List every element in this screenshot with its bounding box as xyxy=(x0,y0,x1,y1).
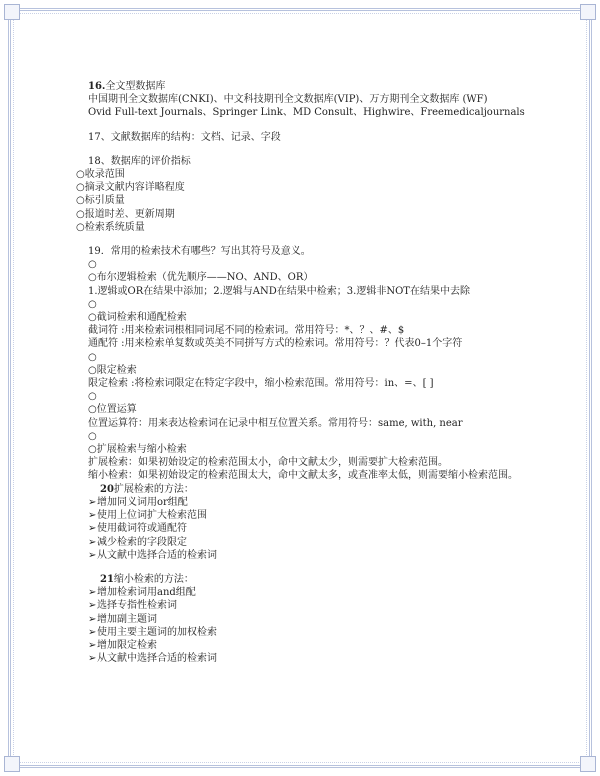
limit-search-desc: 限定检索 :将检索词限定在特定字段中，缩小检索范围。常用符号：in、=、[ ] xyxy=(88,378,434,390)
section-18 xyxy=(76,155,524,234)
section-16-heading xyxy=(88,80,524,93)
list-item: ➢使用截词符或通配符 xyxy=(88,523,187,535)
circle-marker: ○ xyxy=(88,351,97,363)
section-16-number: 16. xyxy=(88,81,106,92)
corner-ornament xyxy=(580,4,596,20)
list-item: ➢增加检索词用and组配 xyxy=(88,587,196,599)
section-17: 17、文献数据库的结构：文档、记录、字段 xyxy=(88,131,281,143)
section-21-number: 21 xyxy=(100,573,114,585)
list-item: ○摘录文献内容详略程度 xyxy=(76,182,185,194)
section-21 xyxy=(88,573,524,665)
arrow-bullet-icon: ➢ xyxy=(88,600,97,612)
section-19-question: 19．常用的检索技术有哪些？写出其符号及意义。 xyxy=(88,246,311,258)
arrow-bullet-icon: ➢ xyxy=(88,613,97,625)
arrow-bullet-icon: ➢ xyxy=(88,626,97,638)
list-item: ➢从文献中选择合适的检索词 xyxy=(88,549,217,561)
corner-ornament xyxy=(4,756,20,772)
circle-marker: ○ xyxy=(88,298,97,310)
arrow-bullet-icon: ➢ xyxy=(88,523,97,535)
section-20 xyxy=(88,483,524,562)
section-21-title: 缩小检索的方法： xyxy=(113,573,194,585)
section-20-title: 扩展检索的方法： xyxy=(113,483,194,495)
arrow-bullet-icon: ➢ xyxy=(88,549,97,561)
circle-marker: ○ xyxy=(88,391,97,403)
section-20-number: 20 xyxy=(100,483,114,495)
corner-ornament xyxy=(4,4,20,20)
document-body xyxy=(76,80,525,665)
arrow-bullet-icon: ➢ xyxy=(88,587,97,599)
arrow-bullet-icon: ➢ xyxy=(88,536,97,548)
list-item: ➢增加副主题词 xyxy=(88,613,157,625)
section-19 xyxy=(88,245,524,483)
truncation-desc: 截词符 :用来检索词根相同词尾不同的检索词。常用符号：*、？、#、$ xyxy=(88,325,405,337)
list-item: ○报道时差、更新周期 xyxy=(76,208,175,220)
arrow-bullet-icon: ➢ xyxy=(88,653,97,665)
boolean-search-title: ○布尔逻辑检索（优先顺序——NO、AND、OR） xyxy=(88,272,314,284)
narrow-search-desc: 缩小检索：如果初始设定的检索范围太大，命中文献太多，或查准率太低，则需要缩小检索范围。 xyxy=(88,470,518,482)
section-16-line: 中国期刊全文数据库(CNKI)、中文科技期刊全文数据库(VIP)、万方期刊全文数据库 (WF) xyxy=(88,94,488,106)
expand-search-desc: 扩展检索：如果初始设定的检索范围太小，命中文献太少，则需要扩大检索范围。 xyxy=(88,457,448,469)
list-item: ➢使用上位词扩大检索范围 xyxy=(88,510,207,522)
list-item: ○检索系统质量 xyxy=(76,221,145,233)
arrow-bullet-icon: ➢ xyxy=(88,639,97,651)
position-search-desc: 位置运算符：用来表达检索词在记录中相互位置关系。常用符号：same, with, near xyxy=(88,417,463,429)
list-item: ➢使用主要主题词的加权检索 xyxy=(88,626,217,638)
section-16-title: 全文型数据库 xyxy=(105,81,166,92)
list-item: ○标引质量 xyxy=(76,195,125,207)
circle-marker: ○ xyxy=(88,430,97,442)
wildcard-desc: 通配符 :用来检索单复数或英美不同拼写方式的检索词。常用符号：？代表0–1个字符 xyxy=(88,338,463,350)
list-item: ➢减少检索的字段限定 xyxy=(88,536,187,548)
section-16-line: Ovid Full-text Journals、Springer Link、MD Consult、Highwire、Freemedicaljournals xyxy=(88,107,525,119)
position-search-title: ○位置运算 xyxy=(88,404,137,416)
section-16 xyxy=(88,80,524,120)
limit-search-title: ○限定检索 xyxy=(88,364,137,376)
section-21-heading xyxy=(88,573,524,586)
section-18-title: 18、数据库的评价指标 xyxy=(88,155,191,167)
list-item: ➢增加同义词用or组配 xyxy=(88,496,188,508)
list-item: ○收录范围 xyxy=(76,169,125,181)
list-item: ➢从文献中选择合适的检索词 xyxy=(88,653,217,665)
boolean-search-desc: 1.逻辑或OR在结果中添加；2.逻辑与AND在结果中检索；3.逻辑非NOT在结果中去除 xyxy=(88,285,470,297)
arrow-bullet-icon: ➢ xyxy=(88,496,97,508)
list-item: ➢增加限定检索 xyxy=(88,639,157,651)
list-item: ➢选择专指性检索词 xyxy=(88,600,177,612)
corner-ornament xyxy=(580,756,596,772)
truncation-title: ○截词检索和通配检索 xyxy=(88,312,187,324)
expand-narrow-title: ○扩展检索与缩小检索 xyxy=(88,444,187,456)
arrow-bullet-icon: ➢ xyxy=(88,510,97,522)
section-20-heading xyxy=(88,483,524,496)
circle-marker: ○ xyxy=(88,259,97,271)
